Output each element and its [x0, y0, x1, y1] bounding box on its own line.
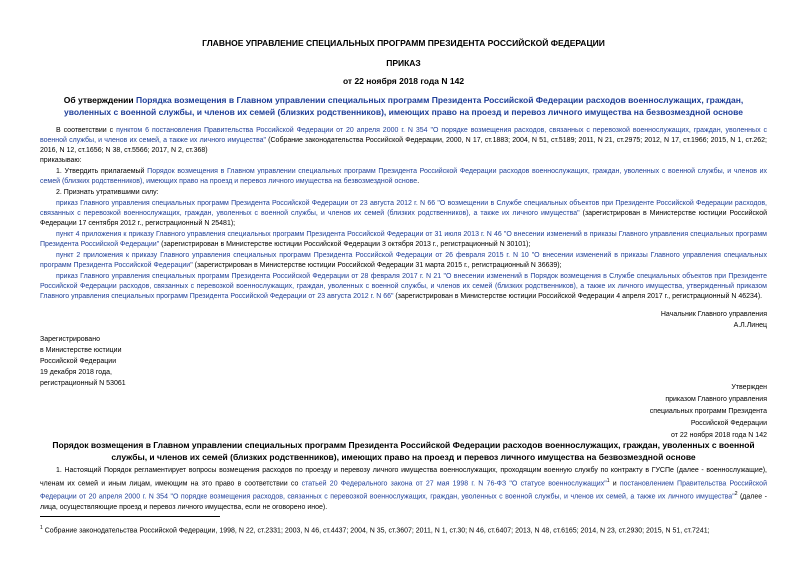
approval-line: от 22 ноября 2018 года N 142 [671, 432, 767, 439]
item-2c-text: (зарегистрирован в Министерстве юстиции Российской Федерации 31 марта 2015 г., регистрационный N 36639); [192, 262, 562, 269]
item-1 [40, 167, 767, 187]
item-2a-link[interactable]: приказ Главного управления специальных программ Президента Российской Федерации от 23 августа 2012 г. N 66 "О возмещении в Службе специальных объектов при Президенте Российской Федерации расходов, связанных с перевозкой военнослужащих, граждан, уволенных с военной службы, и членов их семей (близких родственников), а также их личного имущества" [40, 200, 767, 217]
doc-title-link[interactable]: Порядка возмещения в Главном управлении специальных программ Президента Российской Федерации расходов военнослужащих, граждан, уволенных с военной службы, и членов их семей (близких родственников), имеющих право на проезд и перевоз личного имущества на безвозмездной основе [64, 95, 744, 117]
doc-type: ПРИКАЗ [386, 58, 421, 68]
approval-line: приказом Главного управления [665, 396, 767, 403]
approval-line: Российской Федерации [690, 420, 767, 427]
item-2c-link[interactable]: пункт 2 приложения к приказу Главного управления специальных программ Президента Российской Федерации от 26 февраля 2015 г. N 10 "О внесении изменений в приказы Главного управления специальных программ Президента Российской Федерации" [40, 252, 767, 269]
doc-title [40, 94, 767, 118]
order-paragraph-1 [40, 466, 767, 513]
order-p1-and: и [609, 480, 620, 488]
order-p1-text: 1. Настоящий Порядок регламентирует вопросы возмещения расходов по проезду и перевозу личного имущества военнослужащих, проходящим военную службу по контракту в ГУСПе (далее - военнослужащие), членам их семей и иным лицам, имеющим на это право в соответствии со [40, 467, 767, 488]
approval-line: специальных программ Президента [649, 408, 767, 415]
footnote [40, 523, 767, 536]
preamble [40, 126, 767, 156]
preamble-text: В соответствии с [56, 127, 117, 134]
order-p1-link-1[interactable]: статьей 20 Федерального закона от 27 мая 1998 г. N 76-ФЗ "О статусе военнослужащих" [301, 480, 607, 488]
footnote-text: Собрание законодательства Российской Федерации, 1998, N 22, ст.2331; 2003, N 46, ст.4437; 2004, N 35, ст.3607; 2011, N 1, ст.30; N 46, ст.6407; 2013, N 48, ст.6165; 2014, N 23, ст.2930; 2015, N 51, ст.7241; [42, 527, 710, 535]
registration-line: Зарегистрировано [40, 336, 100, 343]
registration-line: 19 декабря 2018 года, [40, 369, 112, 376]
item-2b-text: (зарегистрирован в Министерстве юстиции Российской Федерации 3 октября 2013 г., регистрационный N 30101); [159, 241, 531, 248]
registration-line: регистрационный N 53061 [40, 380, 126, 387]
registration-line: Российской Федерации [40, 358, 117, 365]
item-1-end: . [417, 178, 420, 185]
doc-date: от 22 ноября 2018 года N 142 [342, 76, 465, 86]
item-2a-text: (зарегистрирован в Министерстве юстиции Российской Федерации 17 сентября 2012 г., регистрационный N 25481); [40, 210, 767, 227]
preamble-source: (Собрание законодательства Российской Федерации, 2000, N 17, ст.1883; 2004, N 51, ст.5189; 2011, N 21, ст.2975; 2012, N 17, ст.1966; 2015, N 1, ст.262; 2016, N 12, ст.1656; N 38, ст.5566; 2017, N 2, ст.368) [40, 137, 767, 154]
item-2-title: 2. Признать утратившими силу: [56, 189, 159, 196]
approval-line: Утвержден [731, 384, 767, 391]
signature-position: Начальник Главного управления [660, 311, 767, 318]
order-title: Порядок возмещения в Главном управлении специальных программ Президента Российской Федерации расходов военнослужащих, граждан, уволенных с военной службы, и членов их семей (близких родственников), имеющих право на проезд и перевоз личного имущества на безвозмездной основе [52, 440, 755, 462]
footnote-separator [40, 516, 220, 517]
registration-line: в Министерстве юстиции [40, 347, 122, 354]
registration-block [40, 334, 240, 389]
item-1-link[interactable]: Порядок возмещения в Главном управлении специальных программ Президента Российской Федерации расходов военнослужащих, граждан, уволенных с военной службы, и членов их семей (близких родственников), имеющих право на проезд и перевоз личного имущества на безвозмездной основе [40, 168, 768, 185]
item-2a [40, 199, 767, 229]
preamble-link[interactable]: пунктом 6 постановления Правительства Российской Федерации от 20 апреля 2000 г. N 354 "О порядке возмещения расходов, связанных с перевозкой военнослужащих, граждан, уволенных с военной службы, и членов их семей, а также их личного имущества" [40, 127, 768, 144]
doc-title-prefix: Об утверждении [63, 95, 136, 105]
item-2b [40, 230, 767, 250]
signature-name: А.Л.Линец [733, 322, 767, 329]
item-2d-link[interactable]: приказ Главного управления специальных программ Президента Российской Федерации от 28 февраля 2017 г. N 21 "О внесении изменений в Порядок возмещения в Службе специальных объектов при Президенте Российской Федерации расходов, связанных с перевозкой военнослужащих, граждан, уволенных с военной службы, и членов их семей (близких родственников), а также их личного имущества, утвержденный приказом Главного управления специальных программ Президента Российской Федерации от 23 августа 2012 г. N 66" [40, 273, 767, 300]
item-2c [40, 251, 767, 271]
order-p1-end: (далее - лица, осуществляющие проезд и перевоз личного имущества, если не оговорено иное). [40, 493, 767, 511]
approval-block [627, 382, 767, 442]
footnote-mark: 1 [40, 525, 43, 531]
item-1-text: 1. Утвердить прилагаемый [56, 168, 148, 175]
order-p1-link-2[interactable]: постановлением Правительства Российской Федерации от 20 апреля 2000 г. N 354 "О порядке возмещения расходов, связанных с перевозкой военнослужащих, граждан, уволенных с военной службы, и членов их семей, а также их личного имущества" [40, 480, 767, 501]
item-2b-link[interactable]: пункт 4 приложения к приказу Главного управления специальных программ Президента Российской Федерации от 31 июля 2013 г. N 46 "О внесении изменений в приказы Главного управления специальных программ Президента Российской Федерации" [40, 231, 767, 248]
footnote-ref-2: 2 [734, 491, 738, 498]
item-2d [40, 272, 767, 302]
prikazyvayu: приказываю: [40, 157, 82, 164]
footnote-ref: 1 [606, 478, 610, 484]
item-2d-text: (зарегистрирован в Министерстве юстиции Российской Федерации 4 апреля 2017 г., регистрационный N 46234). [393, 293, 763, 300]
agency-header: ГЛАВНОЕ УПРАВЛЕНИЕ СПЕЦИАЛЬНЫХ ПРОГРАММ ПРЕЗИДЕНТА РОССИЙСКОЙ ФЕДЕРАЦИИ [202, 38, 605, 48]
